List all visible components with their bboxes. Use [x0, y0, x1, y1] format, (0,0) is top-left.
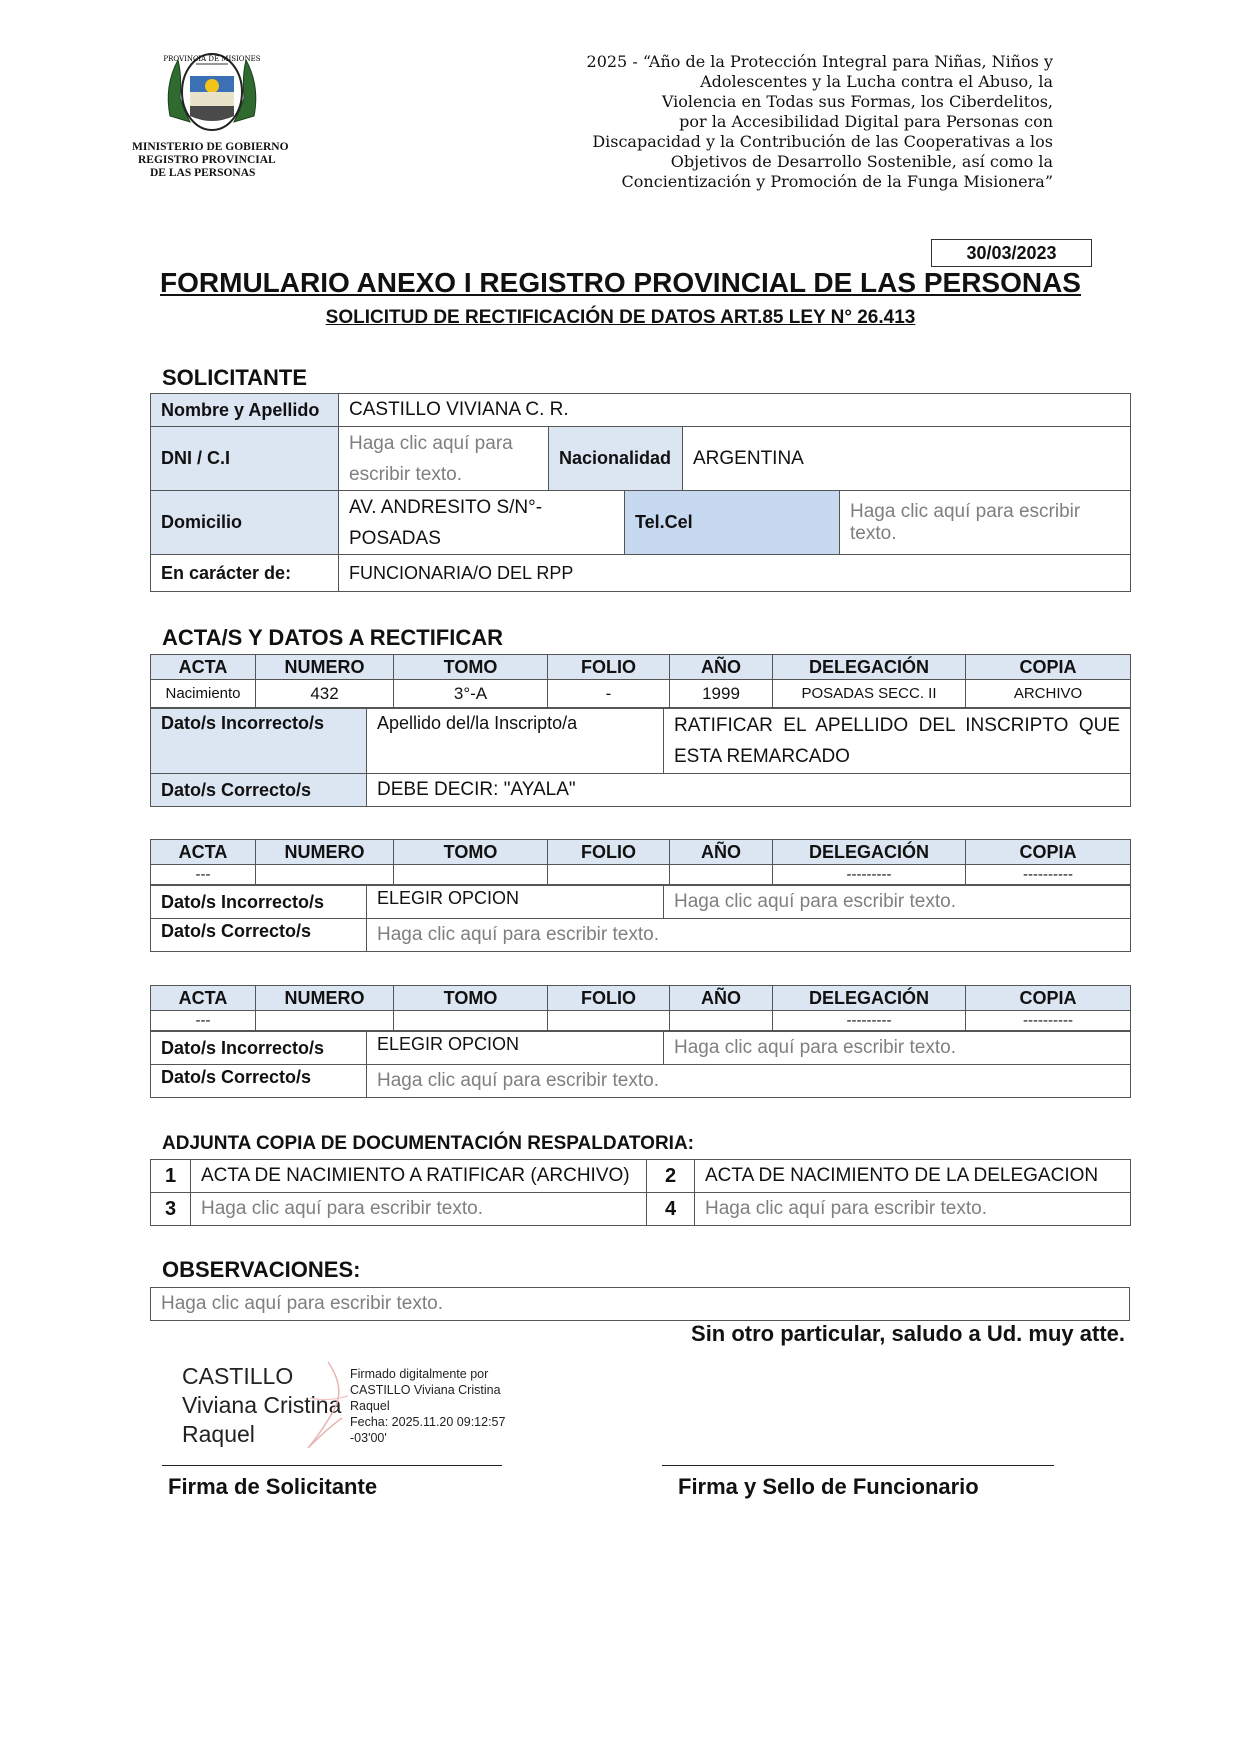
solicitante-heading: SOLICITANTE	[162, 365, 308, 390]
col-delegacion: DELEGACIÓN	[773, 840, 966, 865]
table-row	[151, 865, 1131, 885]
attachment-number: 2	[647, 1160, 695, 1193]
dni-field[interactable]: Haga clic aquí para escribir texto.	[339, 427, 549, 491]
tomo-cell[interactable]	[394, 1011, 548, 1031]
nacionalidad-field[interactable]: ARGENTINA	[683, 427, 1131, 491]
correct-label: Dato/s Correcto/s	[151, 919, 367, 952]
attachment-number: 1	[151, 1160, 191, 1193]
col-folio: FOLIO	[548, 655, 670, 680]
table-row	[151, 680, 1131, 708]
observaciones-heading: OBSERVACIONES:	[162, 1257, 361, 1282]
org-name: MINISTERIO DE GOBIERNO REGISTRO PROVINCIAL DE LAS PERSONAS	[132, 141, 289, 179]
col-folio: FOLIO	[548, 986, 670, 1011]
dni-label: DNI / C.I	[151, 427, 339, 491]
col-tomo: TOMO	[394, 840, 548, 865]
tomo-cell[interactable]	[394, 865, 548, 885]
firma-solicitante-caption: Firma de Solicitante	[168, 1474, 378, 1499]
solicitante-table	[150, 393, 1131, 592]
incorrect-option-dropdown[interactable]: Apellido del/la Inscripto/a	[367, 709, 664, 774]
correct-field[interactable]: DEBE DECIR: "AYALA"	[367, 774, 1131, 807]
anio-cell[interactable]	[670, 865, 773, 885]
numero-cell[interactable]: 432	[256, 680, 394, 708]
correct-field[interactable]: Haga clic aquí para escribir texto.	[367, 1065, 1131, 1098]
closing-text: Sin otro particular, saludo a Ud. muy atte.	[691, 1321, 1125, 1346]
observaciones-table	[150, 1287, 1130, 1321]
copia-cell[interactable]: ----------	[966, 865, 1131, 885]
acta-cell[interactable]: ---	[151, 1011, 256, 1031]
digital-signature-mark	[298, 1358, 358, 1452]
acta-cell[interactable]: ---	[151, 865, 256, 885]
acta-block-1-details	[150, 708, 1131, 807]
copia-cell[interactable]: ----------	[966, 1011, 1131, 1031]
incorrect-detail-field[interactable]: Haga clic aquí para escribir texto.	[664, 886, 1131, 919]
col-copia: COPIA	[966, 840, 1131, 865]
caracter-label: En carácter de:	[151, 555, 339, 592]
col-tomo: TOMO	[394, 986, 548, 1011]
acta-block-3-details	[150, 1031, 1131, 1098]
incorrect-label: Dato/s Incorrecto/s	[151, 1032, 367, 1065]
anio-cell[interactable]	[670, 1011, 773, 1031]
nombre-label: Nombre y Apellido	[151, 394, 339, 427]
seal-text-top: PROVINCIA DE MISIONES	[163, 55, 261, 63]
col-numero: NUMERO	[256, 840, 394, 865]
nacionalidad-label: Nacionalidad	[549, 427, 683, 491]
numero-cell[interactable]	[256, 1011, 394, 1031]
folio-cell[interactable]	[548, 1011, 670, 1031]
table-row	[151, 1011, 1131, 1031]
date-field[interactable]: 30/03/2023	[931, 239, 1092, 267]
folio-cell[interactable]: -	[548, 680, 670, 708]
col-delegacion: DELEGACIÓN	[773, 986, 966, 1011]
col-numero: NUMERO	[256, 655, 394, 680]
col-anio: AÑO	[670, 986, 773, 1011]
tel-label: Tel.Cel	[625, 491, 840, 555]
correct-label: Dato/s Correcto/s	[151, 1065, 367, 1098]
domicilio-field[interactable]: AV. ANDRESITO S/N°- POSADAS	[339, 491, 625, 555]
incorrect-option-dropdown[interactable]: ELEGIR OPCION	[367, 1032, 664, 1065]
folio-cell[interactable]	[548, 865, 670, 885]
col-anio: AÑO	[670, 840, 773, 865]
attachment-field[interactable]: Haga clic aquí para escribir texto.	[191, 1193, 647, 1226]
col-anio: AÑO	[670, 655, 773, 680]
col-tomo: TOMO	[394, 655, 548, 680]
delegacion-cell[interactable]: ---------	[773, 865, 966, 885]
acta-block-1	[150, 654, 1131, 708]
nombre-field[interactable]: CASTILLO VIVIANA C. R.	[339, 394, 1131, 427]
col-folio: FOLIO	[548, 840, 670, 865]
form-subtitle: SOLICITUD DE RECTIFICACIÓN DE DATOS ART.85 LEY N° 26.413	[325, 307, 916, 328]
acta-block-2-details	[150, 885, 1131, 952]
signature-line-right	[662, 1465, 1054, 1466]
numero-cell[interactable]	[256, 865, 394, 885]
col-numero: NUMERO	[256, 986, 394, 1011]
tel-field[interactable]: Haga clic aquí para escribir texto.	[840, 491, 1131, 555]
tomo-cell[interactable]: 3°-A	[394, 680, 548, 708]
attachment-number: 4	[647, 1193, 695, 1226]
acta-block-2	[150, 839, 1131, 885]
incorrect-label: Dato/s Incorrecto/s	[151, 709, 367, 774]
annual-motto: 2025 - “Año de la Protección Integral para Niñas, Niños y Adolescentes y la Lucha contra el Abuso, la Violencia en Todas sus Formas, los Ciberdelitos, por la Accesibilidad Digital para Personas con Discapacidad y la Contribución de las Cooperativas a los Objetivos de Desarrollo Sostenible, así como la Concientización y Promoción de la Funga Misionera”	[586, 52, 1053, 191]
col-copia: COPIA	[966, 986, 1131, 1011]
col-copia: COPIA	[966, 655, 1131, 680]
delegacion-cell[interactable]: POSADAS SECC. II	[773, 680, 966, 708]
observaciones-field[interactable]: Haga clic aquí para escribir texto.	[151, 1288, 1130, 1321]
acta-block-3	[150, 985, 1131, 1031]
incorrect-label: Dato/s Incorrecto/s	[151, 886, 367, 919]
digital-signature-info: Firmado digitalmente por CASTILLO Viviana Cristina Raquel Fecha: 2025.11.20 09:12:57 -03'00'	[350, 1367, 506, 1445]
domicilio-label: Domicilio	[151, 491, 339, 555]
anio-cell[interactable]: 1999	[670, 680, 773, 708]
signature-line-left	[162, 1465, 502, 1466]
col-acta: ACTA	[151, 986, 256, 1011]
incorrect-option-dropdown[interactable]: ELEGIR OPCION	[367, 886, 664, 919]
form-title: FORMULARIO ANEXO I REGISTRO PROVINCIAL DE LAS PERSONAS	[160, 267, 1081, 298]
adjunta-table	[150, 1159, 1131, 1226]
actas-heading: ACTA/S Y DATOS A RECTIFICAR	[162, 625, 504, 650]
adjunta-heading: ADJUNTA COPIA DE DOCUMENTACIÓN RESPALDATORIA:	[162, 1133, 694, 1154]
incorrect-detail-field[interactable]: Haga clic aquí para escribir texto.	[664, 1032, 1131, 1065]
signature-name: CASTILLO Viviana Cristina Raquel	[182, 1363, 342, 1447]
col-delegacion: DELEGACIÓN	[773, 655, 966, 680]
attachment-field[interactable]: ACTA DE NACIMIENTO A RATIFICAR (ARCHIVO)	[191, 1160, 647, 1193]
col-acta: ACTA	[151, 840, 256, 865]
col-acta: ACTA	[151, 655, 256, 680]
acta-cell[interactable]: Nacimiento	[151, 680, 256, 708]
attachment-number: 3	[151, 1193, 191, 1226]
incorrect-detail-field[interactable]: RATIFICAR EL APELLIDO DEL INSCRIPTO QUE ESTA REMARCADO	[664, 709, 1131, 774]
correct-field[interactable]: Haga clic aquí para escribir texto.	[367, 919, 1131, 952]
province-seal-logo	[160, 46, 264, 142]
delegacion-cell[interactable]: ---------	[773, 1011, 966, 1031]
firma-funcionario-caption: Firma y Sello de Funcionario	[678, 1474, 979, 1499]
caracter-field[interactable]: FUNCIONARIA/O DEL RPP	[339, 555, 1131, 592]
attachment-field[interactable]: Haga clic aquí para escribir texto.	[695, 1193, 1131, 1226]
attachment-field[interactable]: ACTA DE NACIMIENTO DE LA DELEGACION	[695, 1160, 1131, 1193]
copia-cell[interactable]: ARCHIVO	[966, 680, 1131, 708]
correct-label: Dato/s Correcto/s	[151, 774, 367, 807]
